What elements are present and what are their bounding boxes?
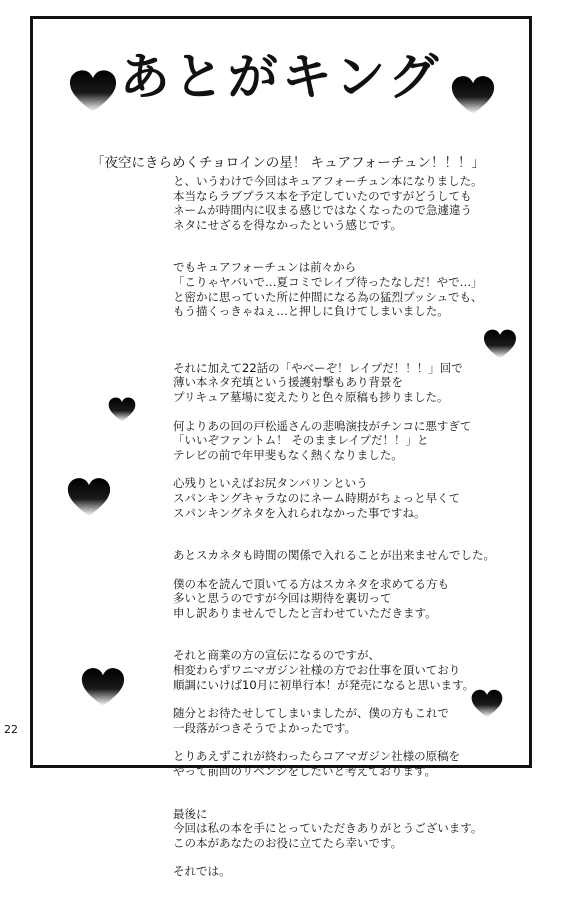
text-line: 「いいぞファントム！ そのままレイプだ！！」と [173, 433, 429, 448]
text-line: テレビの前で年甲斐もなく熱くなりました。 [173, 447, 403, 462]
heart-icon [471, 689, 503, 718]
text-line: 一段落がつきそうでよかったです。 [173, 720, 357, 735]
paragraph [173, 548, 518, 563]
text-line: スパンキングネタを入れられなかった事ですね。 [173, 505, 426, 520]
text-line: 僕の本を読んで頂いてる方はスカネタを求めてる方も [173, 576, 449, 591]
text-line: この本があなたのお役に立てたら幸いです。 [173, 835, 403, 850]
paragraph [173, 260, 518, 318]
text-line: 何よりあの回の戸松遥さんの悲鳴演技がチンコに悪すぎて [173, 418, 472, 433]
text-line: 順調にいけば10月に初単行本！が発売になると思います。 [173, 677, 475, 692]
text-line: それと商業の方の宣伝になるのですが、 [173, 648, 380, 663]
paragraph [173, 361, 518, 405]
text-line: それに加えて22話の「やべーぞ！レイプだ！！！」回で [173, 360, 463, 375]
heart-icon [69, 69, 117, 113]
subtitle: 「夜空にきらめくチョロインの星！ キュアフォーチュン！！！」 [91, 155, 485, 171]
text-line: 「こりゃヤバいで…夏コミでレイプ待ったなしだ！やで…」 [173, 274, 483, 289]
paragraph [173, 174, 518, 232]
text-line: 今回は私の本を手にとっていただきありがとうございます。 [173, 821, 483, 836]
text-line: 多いと思うのですが今回は期待を裏切って [173, 591, 392, 606]
heart-icon [108, 397, 136, 422]
text-line: 薄い本ネタ充填という援護射撃もあり背景を [173, 375, 403, 390]
paragraph [173, 476, 518, 520]
paragraph [173, 419, 518, 463]
text-line: と、いうわけで今回はキュアフォーチュン本になりました。 [173, 174, 483, 188]
heart-icon [483, 329, 517, 359]
text-line: ネームが時間内に収まる感じではなくなったので急遽違う [173, 203, 472, 218]
text-line: 最後に [173, 806, 208, 821]
text-line: と密かに思っていた所に仲間になる為の猛烈プッシュでも、 [173, 289, 483, 304]
text-line: あとスカネタも時間の関係で入れることが出来ませんでした。 [173, 548, 495, 563]
text-line: 相変わらずワニマガジン社様の方でお仕事を頂いており [173, 663, 461, 678]
text-line: でもキュアフォーチュンは前々から [173, 260, 357, 275]
page-number: 22 [4, 723, 18, 736]
paragraph [173, 706, 518, 735]
text-line: 心残りといえばお尻タンバリンという [173, 476, 368, 491]
heart-icon [451, 75, 495, 115]
page-frame [30, 16, 532, 879]
paragraph [173, 577, 518, 621]
text-line: 申し訳ありませんでしたと言わせていただきます。 [173, 605, 437, 620]
paragraph [173, 864, 518, 879]
text-line: やって前回のリベンジをしたいと考えております。 [173, 764, 437, 779]
text-line: スパンキングキャラなのにネーム時期がちょっと早くて [173, 490, 461, 505]
text-line: ネタにせざるを得なかったという感じです。 [173, 217, 403, 232]
text-line: もう描くっきゃねぇ…と押しに負けてしまいました。 [173, 304, 449, 319]
paragraph [173, 749, 518, 778]
text-line: それでは。 [173, 864, 231, 879]
page-title: あとがキング [119, 47, 443, 106]
text-line: 随分とお待たせしてしまいましたが、僕の方もこれで [173, 706, 449, 721]
body-text [173, 174, 518, 907]
heart-icon [67, 477, 111, 517]
text-line: とりあえずこれが終わったらコアマガジン社様の原稿を [173, 749, 461, 764]
text-line: プリキュア墓場に変えたりと色々原稿も捗りました。 [173, 389, 449, 404]
paragraph [173, 807, 518, 851]
text-line: 本当ならラブプラス本を予定していたのですがどうしても [173, 188, 472, 203]
paragraph [173, 648, 518, 692]
heart-icon [81, 667, 125, 707]
